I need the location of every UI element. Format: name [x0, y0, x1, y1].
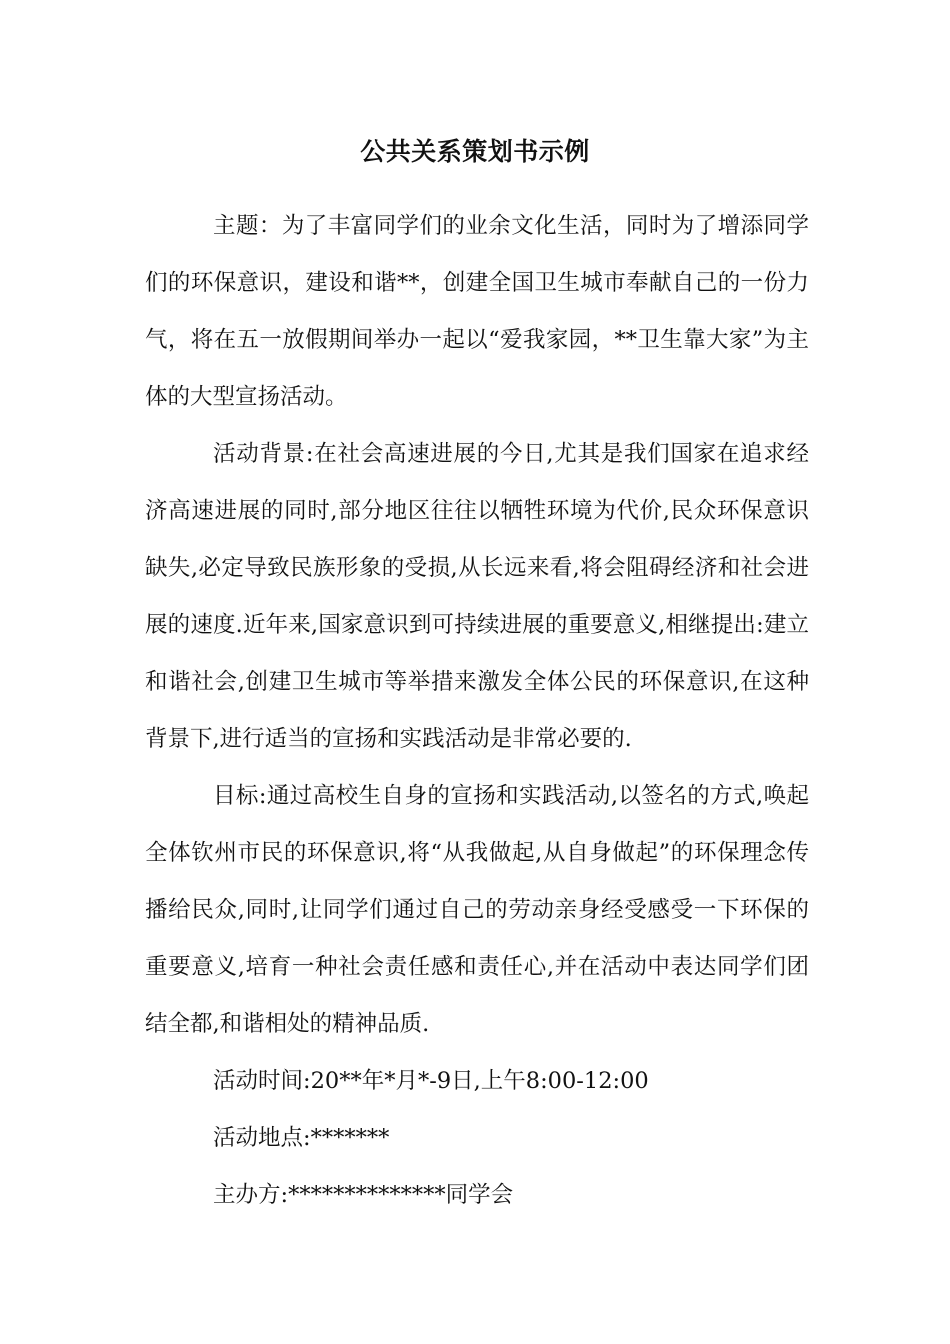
- paragraph-background: 活动背景:在社会高速进展的今日,尤其是我们国家在追求经济高速进展的同时,部分地区往往以牺牲环境为代价,民众环保意识缺失,必定导致民族形象的受损,从长远来看,将会阻碍经济和社会进展的速度.近年来,国家意识到可持续进展的重要意义,相继提出:建立和谐社会,创建卫生城市等举措来激发全体公民的环保意识,在这种背景下,进行适当的宣扬和实践活动是非常必要的.: [145, 441, 809, 752]
- document-body: [145, 198, 809, 1224]
- paragraph-theme: 主题：为了丰富同学们的业余文化生活，同时为了增添同学们的环保意识，建设和谐**，创建全国卫生城市奉献自己的一份力气，将在五一放假期间举办一起以“爱我家园，**卫生靠大家”为主体的大型宣扬活动。: [145, 213, 809, 410]
- document-title: 公共关系策划书示例: [360, 137, 590, 166]
- paragraph-time: 活动时间:20**年*月*-9日,上午8:00-12:00: [213, 1068, 649, 1094]
- paragraph-location: 活动地点:*******: [213, 1125, 390, 1151]
- paragraph-organizer: 主办方:**************同学会: [213, 1182, 514, 1208]
- paragraph-goal: 目标:通过高校生自身的宣扬和实践活动,以签名的方式,唤起全体钦州市民的环保意识,将“从我做起,从自身做起”的环保理念传播给民众,同时,让同学们通过自己的劳动亲身经受感受一下环保的重要意义,培育一种社会责任感和责任心,并在活动中表达同学们团结全都,和谐相处的精神品质.: [145, 783, 809, 1037]
